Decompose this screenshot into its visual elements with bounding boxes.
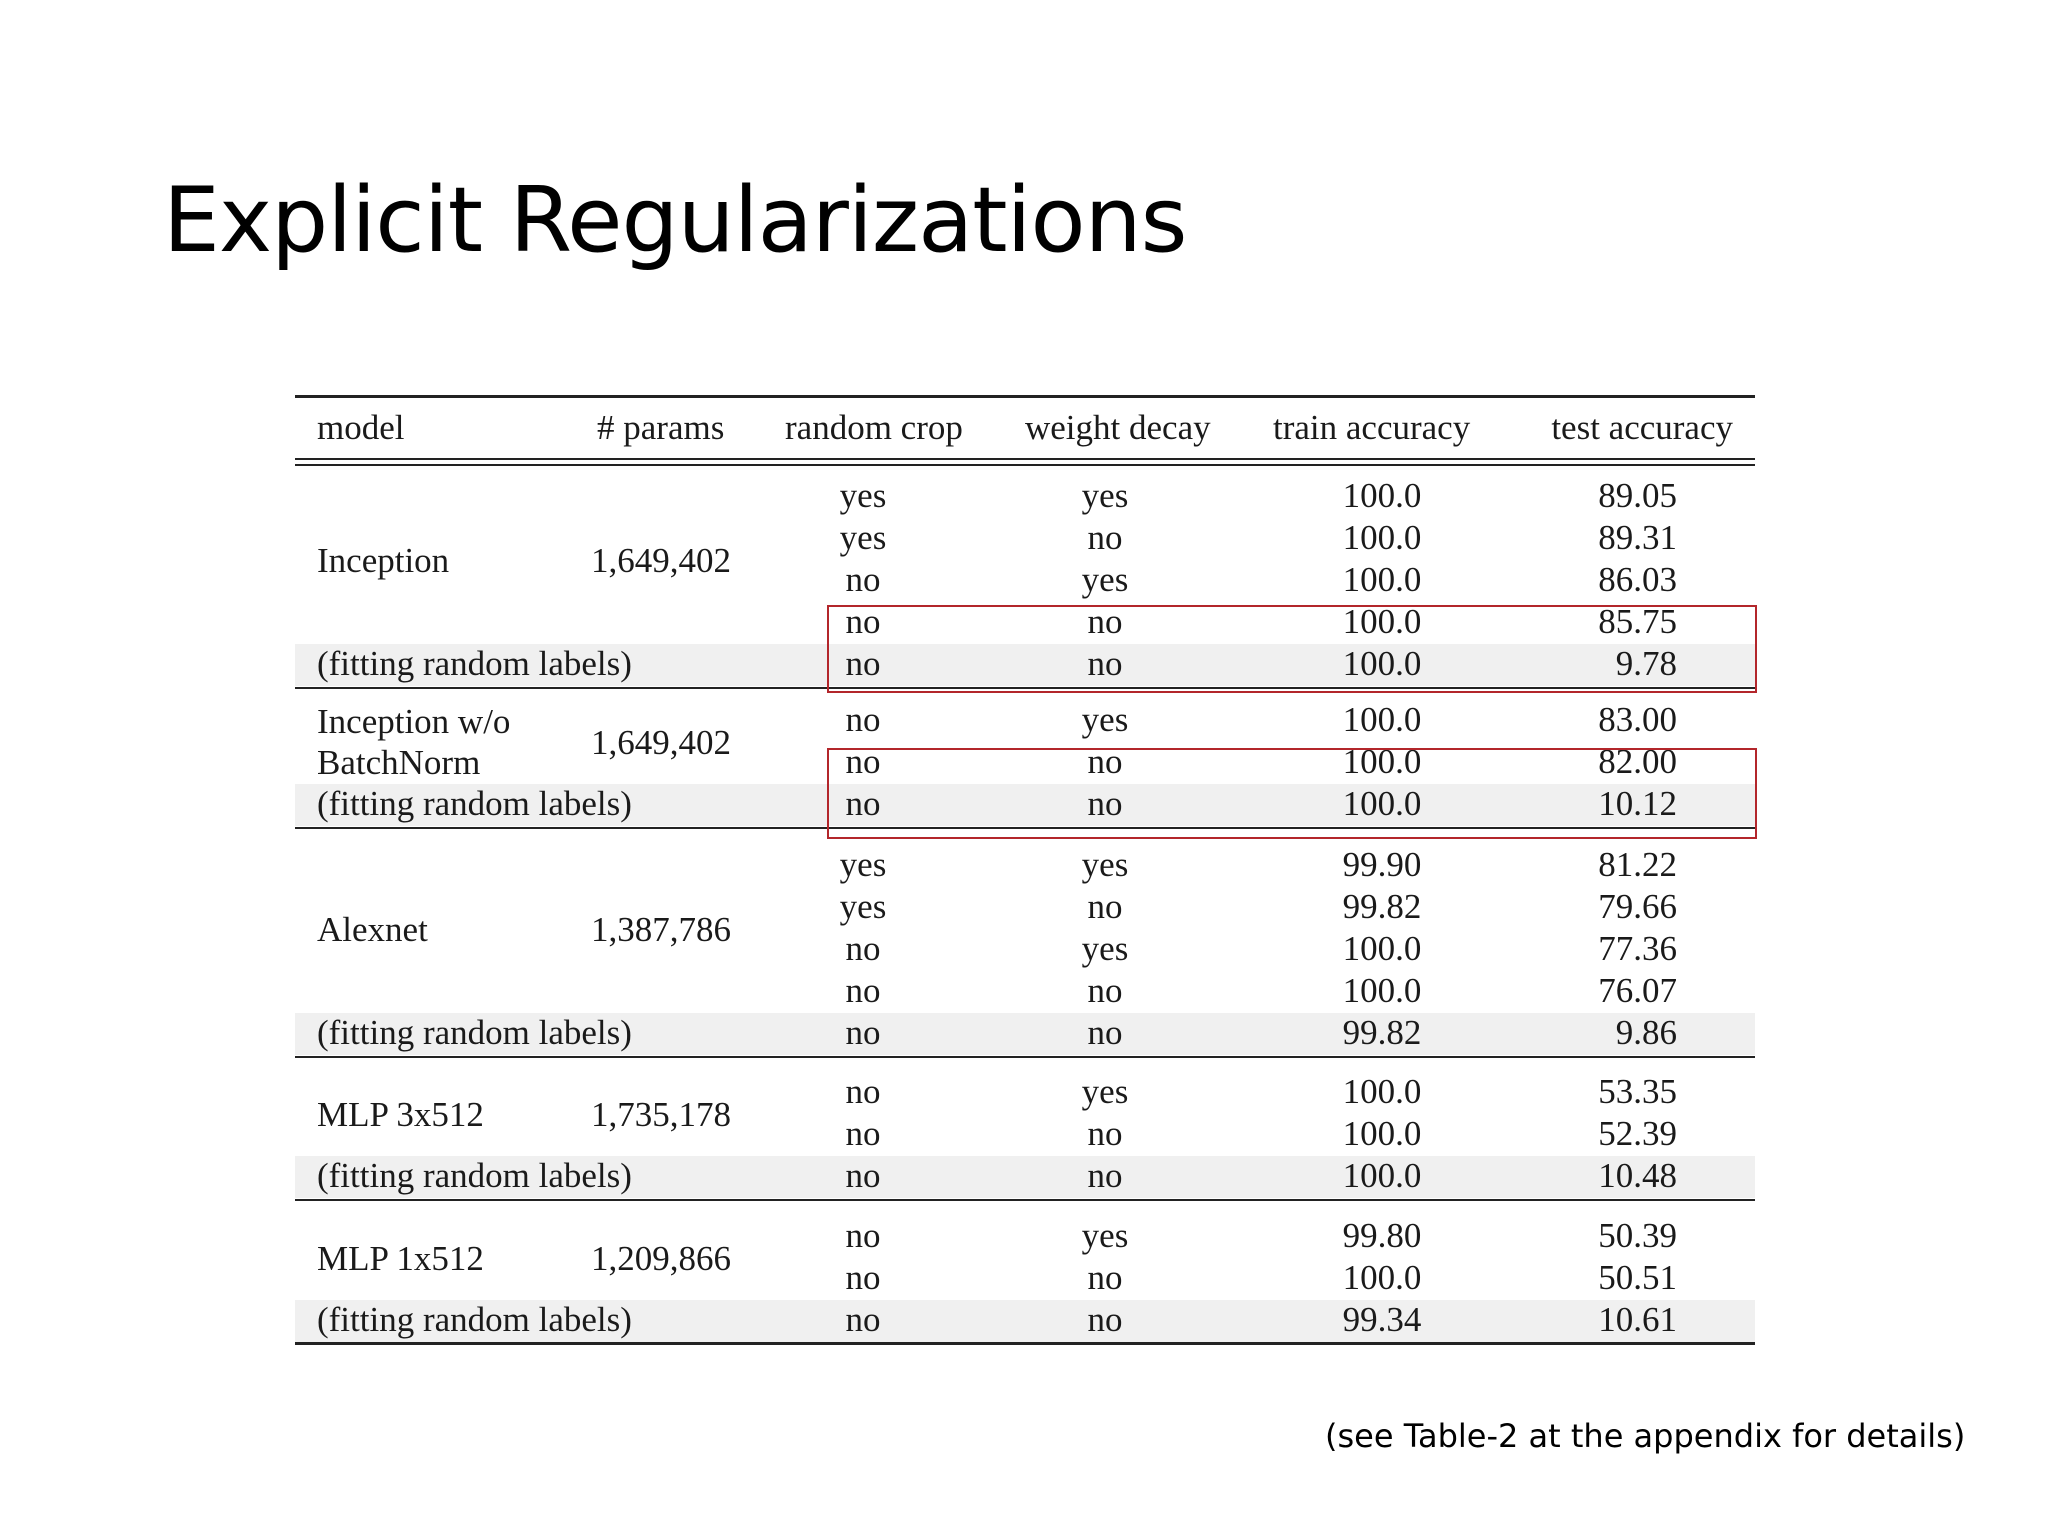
model-params: 1,649,402 [591,540,731,580]
test-accuracy-cell: 89.31 [1598,518,1677,557]
weight-decay-cell: no [1087,784,1123,823]
header-params: # params [597,408,725,447]
random-crop-cell: no [845,1072,881,1111]
model-name-line: Inception w/o [317,702,511,741]
test-accuracy-cell: 77.36 [1598,929,1677,968]
random-crop-cell: no [845,644,881,683]
train-accuracy-cell: 99.82 [1342,1013,1422,1052]
weight-decay-cell: yes [1081,1072,1129,1111]
row-model-cell: (fitting random labels) [317,784,632,823]
test-accuracy-cell: 89.05 [1598,476,1677,515]
weight-decay-cell: no [1087,644,1123,683]
row-model-cell: (fitting random labels) [317,1156,632,1195]
weight-decay-cell: yes [1081,700,1129,739]
results-table [295,395,1755,1360]
table-row [295,845,1755,887]
test-accuracy-cell: 10.48 [1598,1156,1677,1195]
model-name [317,701,510,783]
model-params: 1,387,786 [591,909,731,949]
train-accuracy-cell: 100.0 [1342,700,1422,739]
random-crop-cell: no [845,1300,881,1339]
train-accuracy-cell: 100.0 [1342,742,1422,781]
table-row [295,518,1755,560]
test-accuracy-cell: 79.66 [1598,887,1677,926]
random-crop-cell: no [845,784,881,823]
model-name-line: Inception [317,540,450,580]
weight-decay-cell: yes [1081,845,1129,884]
train-accuracy-cell: 100.0 [1342,476,1422,515]
random-crop-cell: no [845,1013,881,1052]
table-row [295,1216,1755,1258]
table-bottom-rule [295,1342,1755,1345]
random-labels-row [295,1156,1755,1198]
model-name [317,1238,484,1279]
header-train-accuracy: train accuracy [1273,408,1471,447]
highlight-box-inception-no-batchnorm [827,748,1757,839]
train-accuracy-cell: 100.0 [1342,1072,1422,1111]
train-accuracy-cell: 100.0 [1342,784,1422,823]
weight-decay-cell: yes [1081,1216,1129,1255]
weight-decay-cell: no [1087,602,1123,641]
model-name [317,1094,484,1135]
row-model-cell: (fitting random labels) [317,1013,632,1052]
train-accuracy-cell: 100.0 [1342,644,1422,683]
weight-decay-cell: no [1087,1300,1123,1339]
table-row [295,1258,1755,1300]
train-accuracy-cell: 100.0 [1342,1114,1422,1153]
random-crop-cell: yes [839,476,887,515]
row-model-cell: (fitting random labels) [317,1300,632,1339]
model-name [317,540,449,581]
weight-decay-cell: no [1087,1156,1123,1195]
random-crop-cell: no [845,1216,881,1255]
train-accuracy-cell: 100.0 [1342,1156,1422,1195]
table-row [295,700,1755,742]
random-crop-cell: no [845,742,881,781]
random-crop-cell: yes [839,845,887,884]
random-crop-cell: no [845,1156,881,1195]
random-crop-cell: yes [839,518,887,557]
train-accuracy-cell: 99.90 [1342,845,1422,884]
weight-decay-cell: yes [1081,929,1129,968]
header-test-accuracy: test accuracy [1551,408,1733,447]
table-row [295,971,1755,1013]
model-name-line: Alexnet [317,909,428,949]
weight-decay-cell: no [1087,518,1123,557]
weight-decay-cell: no [1087,1114,1123,1153]
train-accuracy-cell: 99.80 [1342,1216,1422,1255]
train-accuracy-cell: 99.82 [1342,887,1422,926]
table-row [295,560,1755,602]
random-crop-cell: no [845,560,881,599]
model-name-line: BatchNorm [317,743,481,782]
test-accuracy-cell: 76.07 [1598,971,1677,1010]
test-accuracy-cell: 81.22 [1598,845,1677,884]
random-labels-row [295,1013,1755,1055]
test-accuracy-cell: 50.51 [1598,1258,1677,1297]
table-row [295,929,1755,971]
train-accuracy-cell: 100.0 [1342,971,1422,1010]
test-accuracy-cell: 9.86 [1615,1013,1677,1052]
row-model-cell: (fitting random labels) [317,644,632,683]
train-accuracy-cell: 100.0 [1342,518,1422,557]
train-accuracy-cell: 99.34 [1342,1300,1422,1339]
table-header-row [295,408,1755,450]
random-crop-cell: no [845,700,881,739]
table-row [295,1072,1755,1114]
train-accuracy-cell: 100.0 [1342,602,1422,641]
test-accuracy-cell: 50.39 [1598,1216,1677,1255]
test-accuracy-cell: 10.12 [1598,784,1677,823]
header-model: model [317,408,405,447]
test-accuracy-cell: 83.00 [1598,700,1677,739]
footnote: (see Table-2 at the appendix for details) [1325,1417,1966,1455]
weight-decay-cell: no [1087,1013,1123,1052]
group-separator-rule [295,1056,1755,1058]
train-accuracy-cell: 100.0 [1342,560,1422,599]
random-crop-cell: no [845,602,881,641]
header-random-crop: random crop [785,408,963,447]
random-crop-cell: no [845,929,881,968]
model-params: 1,209,866 [591,1238,731,1278]
random-labels-row [295,1300,1755,1342]
test-accuracy-cell: 82.00 [1598,742,1677,781]
table-row [295,476,1755,518]
header-weight-decay: weight decay [1025,408,1211,447]
model-name-line: MLP 3x512 [317,1094,484,1134]
random-crop-cell: no [845,1114,881,1153]
table-row [295,1114,1755,1156]
weight-decay-cell: no [1087,1258,1123,1297]
train-accuracy-cell: 100.0 [1342,1258,1422,1297]
slide-title: Explicit Regularizations [163,168,1187,273]
model-name [317,909,428,950]
model-name-line: MLP 1x512 [317,1238,484,1278]
table-row [295,887,1755,929]
weight-decay-cell: no [1087,887,1123,926]
random-crop-cell: no [845,971,881,1010]
test-accuracy-cell: 85.75 [1598,602,1677,641]
model-params: 1,735,178 [591,1094,731,1134]
test-accuracy-cell: 86.03 [1598,560,1677,599]
weight-decay-cell: no [1087,742,1123,781]
random-crop-cell: no [845,1258,881,1297]
header-double-rule-top [295,458,1755,460]
test-accuracy-cell: 53.35 [1598,1072,1677,1111]
weight-decay-cell: no [1087,971,1123,1010]
group-separator-rule [295,1199,1755,1201]
train-accuracy-cell: 100.0 [1342,929,1422,968]
test-accuracy-cell: 9.78 [1615,644,1677,683]
test-accuracy-cell: 52.39 [1598,1114,1677,1153]
model-params: 1,649,402 [591,722,731,762]
weight-decay-cell: yes [1081,560,1129,599]
random-crop-cell: yes [839,887,887,926]
highlight-box-inception [827,605,1757,693]
weight-decay-cell: yes [1081,476,1129,515]
header-double-rule-bottom [295,464,1755,466]
test-accuracy-cell: 10.61 [1598,1300,1677,1339]
table-top-rule [295,395,1755,398]
